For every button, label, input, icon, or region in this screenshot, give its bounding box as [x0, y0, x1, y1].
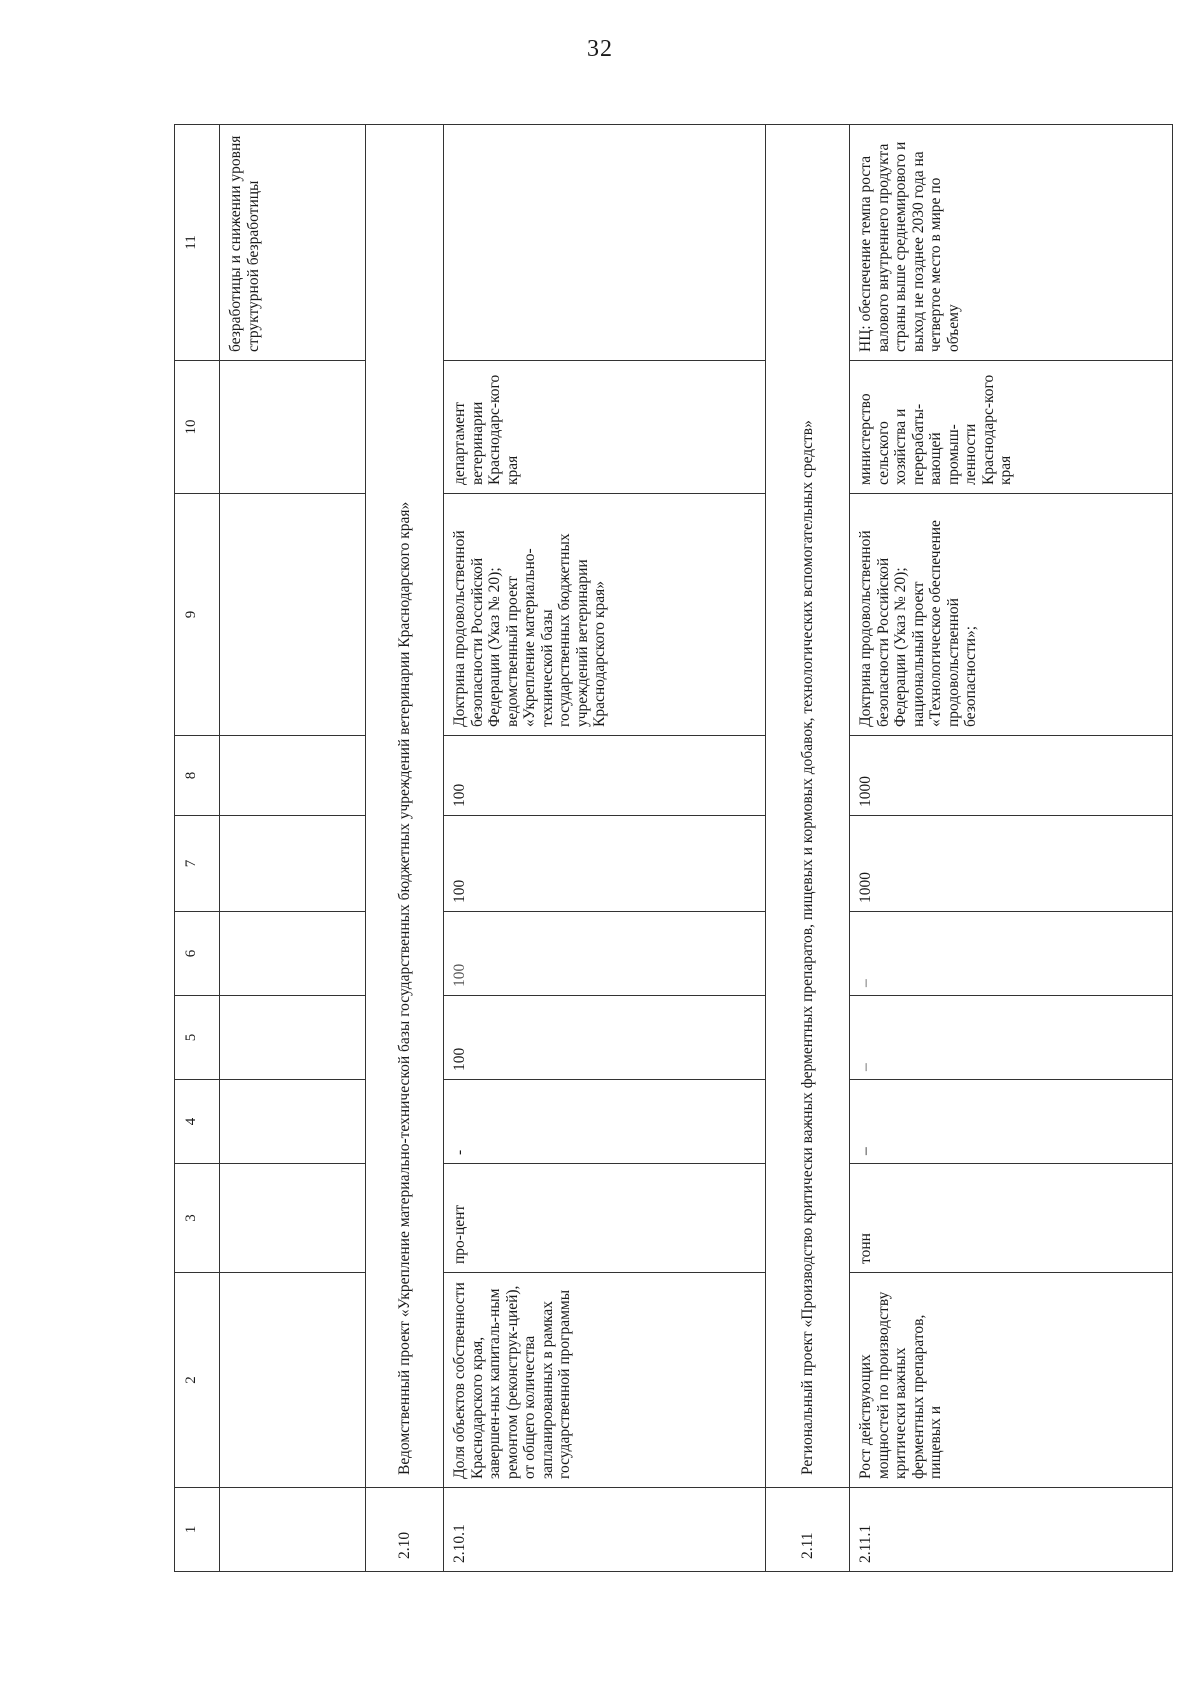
value-col-5: 100 [444, 996, 766, 1080]
table-row [850, 125, 1173, 1572]
header-col-11: 11 [175, 125, 220, 361]
value-col-7: 100 [444, 816, 766, 912]
cell [220, 1488, 366, 1572]
indicator-name: Рост действующих мощностей по производству критически важных ферментных препаратов, пищевых и [850, 1273, 1173, 1488]
cell [220, 1080, 366, 1164]
unit: тонн [850, 1164, 1173, 1273]
cell [220, 816, 366, 912]
cell [220, 361, 366, 494]
cell [220, 494, 366, 736]
national-goal [444, 125, 766, 361]
row-number: 2.11.1 [850, 1488, 1173, 1572]
page-number: 32 [587, 36, 613, 62]
value-col-6: 100 [444, 912, 766, 996]
document-basis: Доктрина продовольственной безопасности Российской Федерации (Указ № 20); национальный проект «Технологическое обеспечение продовольственной безопасности»; [850, 494, 1173, 736]
value-col-4: - [444, 1080, 766, 1164]
cell [220, 996, 366, 1080]
national-goal: НЦ: обеспечение темпа роста валового внутреннего продукта страны выше среднемирового и выход не позднее 2030 года на четвертое место в мире по объему [850, 125, 1173, 361]
section-title: Региональный проект «Производство критически важных ферментных препаратов, пищевых и кормовых добавок, технологических вспомогательных средств» [766, 125, 850, 1488]
section-code: 2.11 [766, 1488, 850, 1572]
header-col-5: 5 [175, 996, 220, 1080]
section-code: 2.10 [366, 1488, 444, 1572]
table-header-row [175, 125, 220, 1572]
header-col-3: 3 [175, 1164, 220, 1273]
header-col-4: 4 [175, 1080, 220, 1164]
cell [220, 912, 366, 996]
header-col-6: 6 [175, 912, 220, 996]
rotated-table-wrapper [174, 125, 1173, 1572]
value-col-7: 1000 [850, 816, 1173, 912]
cell [220, 1273, 366, 1488]
value-col-6: – [850, 912, 1173, 996]
table-row [444, 125, 766, 1572]
cell [220, 736, 366, 816]
value-col-8: 100 [444, 736, 766, 816]
value-col-8: 1000 [850, 736, 1173, 816]
cell-continuation-text: безработицы и снижении уровня структурной безработицы [220, 125, 366, 361]
document-basis: Доктрина продовольственной безопасности Российской Федерации (Указ № 20); ведомственный проект «Укрепление материально-технической базы государственных бюджетных учреждений ветеринарии Краснодарского края» [444, 494, 766, 736]
header-col-9: 9 [175, 494, 220, 736]
section-title: Ведомственный проект «Укрепление материально-технической базы государственных бюджетных учреждений ветеринарии Краснодарского края» [366, 125, 444, 1488]
header-col-7: 7 [175, 816, 220, 912]
indicator-name: Доля объектов собственности Краснодарского края, завершен-ных капиталь-ным ремонтом (реконструк-цией), от общего количества запланированных в рамках государственной программы [444, 1273, 766, 1488]
cell [220, 1164, 366, 1273]
continuation-row [220, 125, 366, 1572]
unit: про-цент [444, 1164, 766, 1273]
header-col-8: 8 [175, 736, 220, 816]
header-col-10: 10 [175, 361, 220, 494]
header-col-1: 1 [175, 1488, 220, 1572]
value-col-4: – [850, 1080, 1173, 1164]
row-number: 2.10.1 [444, 1488, 766, 1572]
responsible-body: министерство сельского хозяйства и перерабаты-вающей промыш-ленности Краснодарс-кого края [850, 361, 1173, 494]
value-col-5: – [850, 996, 1173, 1080]
section-row-2-11 [766, 125, 850, 1572]
responsible-body: департамент ветеринарии Краснодарс-кого края [444, 361, 766, 494]
section-row-2-10 [366, 125, 444, 1572]
header-col-2: 2 [175, 1273, 220, 1488]
indicator-table [174, 124, 1173, 1572]
